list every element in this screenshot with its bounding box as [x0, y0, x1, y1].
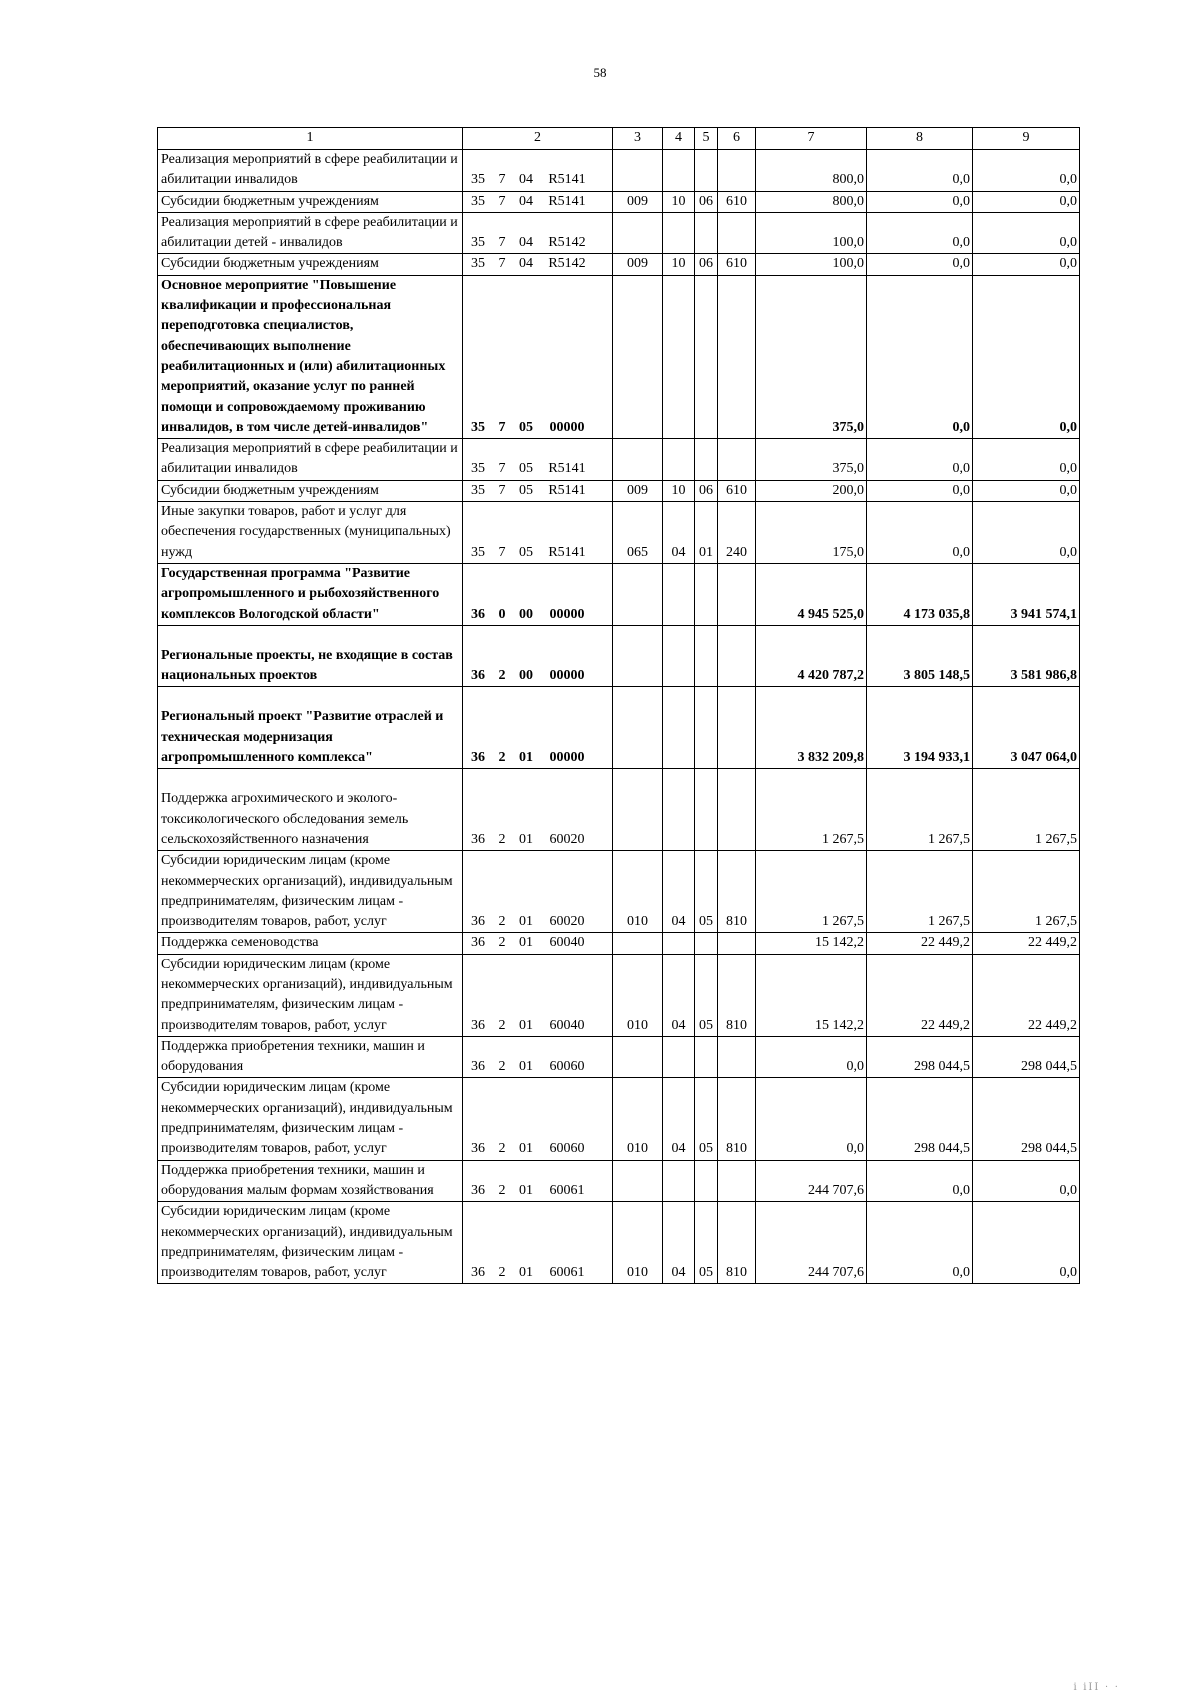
- code-part-c1: 35: [471, 419, 485, 435]
- row-col5-cell: [695, 275, 718, 438]
- code-part-c1: 35: [471, 461, 485, 477]
- row-col5-cell: 06: [695, 191, 718, 212]
- row-col4-cell: 04: [663, 851, 695, 933]
- row-col5-cell: [695, 933, 718, 954]
- header-cell-5: 5: [695, 128, 718, 150]
- code-part-c1: 36: [471, 668, 485, 684]
- row-value8-cell: 0,0: [867, 191, 973, 212]
- code-part-c2: 2: [498, 1182, 506, 1198]
- code-part-c4: 60060: [549, 1141, 585, 1157]
- row-col5-cell: 05: [695, 1202, 718, 1284]
- table-row: [158, 625, 1080, 687]
- row-value8-cell: 0,0: [867, 1202, 973, 1284]
- row-col6-cell: 810: [718, 1202, 756, 1284]
- page-number: 58: [593, 65, 607, 80]
- row-value7-cell: 800,0: [756, 150, 867, 192]
- row-name-cell: Субсидии юридическим лицам (кроме некоммерческих организаций), индивидуальным предпринимателям, физическим лицам - производителям товаров, работ, услуг: [158, 1078, 463, 1160]
- row-value7-cell: 175,0: [756, 502, 867, 564]
- row-code-cell: [463, 1160, 613, 1202]
- row-name-cell: Реализация мероприятий в сфере реабилитации и абилитации инвалидов: [158, 150, 463, 192]
- row-code-cell: [463, 212, 613, 254]
- row-name-cell: Субсидии юридическим лицам (кроме некоммерческих организаций), индивидуальным предпринимателям, физическим лицам - производителям товаров, работ, услуг: [158, 851, 463, 933]
- row-col3-cell: [613, 687, 663, 769]
- row-value7-cell: 4 420 787,2: [756, 625, 867, 687]
- row-col3-cell: [613, 1036, 663, 1078]
- table-row: [158, 563, 1080, 625]
- code-part-c3: 04: [519, 256, 533, 272]
- row-value9-cell: 0,0: [973, 150, 1080, 192]
- row-value7-cell: 15 142,2: [756, 954, 867, 1036]
- row-value9-cell: 0,0: [973, 1160, 1080, 1202]
- row-col5-cell: [695, 1036, 718, 1078]
- row-value8-cell: 0,0: [867, 254, 973, 275]
- header-cell-7: 7: [756, 128, 867, 150]
- table-row: [158, 212, 1080, 254]
- header-cell-1: 1: [158, 128, 463, 150]
- row-col5-cell: 06: [695, 480, 718, 501]
- code-part-c1: 36: [471, 606, 485, 622]
- row-col5-cell: 01: [695, 502, 718, 564]
- row-value7-cell: 3 832 209,8: [756, 687, 867, 769]
- row-name-cell: Субсидии юридическим лицам (кроме некоммерческих организаций), индивидуальным предпринимателям, физическим лицам - производителям товаров, работ, услуг: [158, 1202, 463, 1284]
- code-part-c3: 05: [519, 482, 533, 498]
- row-col3-cell: [613, 933, 663, 954]
- row-col4-cell: [663, 625, 695, 687]
- row-col5-cell: [695, 212, 718, 254]
- row-code-cell: [463, 1078, 613, 1160]
- row-col3-cell: [613, 439, 663, 481]
- code-part-c4: R5141: [548, 193, 586, 209]
- table-row: [158, 275, 1080, 438]
- row-value7-cell: 1 267,5: [756, 769, 867, 851]
- budget-table: [157, 127, 1080, 1284]
- code-part-c2: 2: [498, 1141, 506, 1157]
- row-col5-cell: 05: [695, 1078, 718, 1160]
- row-value9-cell: 298 044,5: [973, 1036, 1080, 1078]
- row-col4-cell: [663, 150, 695, 192]
- code-part-c3: 00: [519, 668, 533, 684]
- row-col6-cell: [718, 563, 756, 625]
- header-row: [158, 128, 1080, 150]
- row-col6-cell: [718, 212, 756, 254]
- table-row: [158, 687, 1080, 769]
- row-value7-cell: 100,0: [756, 254, 867, 275]
- row-name-cell: Реализация мероприятий в сфере реабилитации и абилитации инвалидов: [158, 439, 463, 481]
- code-part-c2: 7: [498, 482, 506, 498]
- row-name-cell: Поддержка приобретения техники, машин и оборудования: [158, 1036, 463, 1078]
- row-value8-cell: 1 267,5: [867, 769, 973, 851]
- code-part-c2: 7: [498, 256, 506, 272]
- code-part-c1: 36: [471, 1017, 485, 1033]
- row-col4-cell: [663, 1160, 695, 1202]
- row-col6-cell: 810: [718, 954, 756, 1036]
- row-value9-cell: 22 449,2: [973, 954, 1080, 1036]
- table-row: [158, 851, 1080, 933]
- row-value8-cell: 0,0: [867, 502, 973, 564]
- row-value7-cell: 0,0: [756, 1078, 867, 1160]
- row-col5-cell: 05: [695, 954, 718, 1036]
- code-part-c1: 36: [471, 1265, 485, 1281]
- code-part-c4: 60040: [549, 1017, 585, 1033]
- code-part-c4: R5141: [548, 482, 586, 498]
- code-part-c3: 01: [519, 831, 533, 847]
- row-col3-cell: [613, 212, 663, 254]
- header-cell-8: 8: [867, 128, 973, 150]
- code-part-c4: 60020: [549, 914, 585, 930]
- code-part-c3: 01: [519, 1059, 533, 1075]
- row-value8-cell: 0,0: [867, 212, 973, 254]
- row-col6-cell: 240: [718, 502, 756, 564]
- code-part-c2: 7: [498, 544, 506, 560]
- code-part-c3: 05: [519, 544, 533, 560]
- row-col5-cell: [695, 625, 718, 687]
- code-part-c3: 01: [519, 1017, 533, 1033]
- code-part-c3: 01: [519, 1141, 533, 1157]
- row-name-cell: Субсидии юридическим лицам (кроме некоммерческих организаций), индивидуальным предпринимателям, физическим лицам - производителям товаров, работ, услуг: [158, 954, 463, 1036]
- table-row: [158, 769, 1080, 851]
- scan-artifact: ⅰ ⅰⅠⅠ · ·: [1073, 1682, 1120, 1693]
- row-value8-cell: 0,0: [867, 1160, 973, 1202]
- row-code-cell: [463, 150, 613, 192]
- row-col5-cell: 06: [695, 254, 718, 275]
- code-part-c2: 2: [498, 935, 506, 951]
- row-value7-cell: 375,0: [756, 275, 867, 438]
- row-code-cell: [463, 625, 613, 687]
- row-code-cell: [463, 502, 613, 564]
- row-col3-cell: [613, 150, 663, 192]
- header-cell-9: 9: [973, 128, 1080, 150]
- row-value8-cell: 0,0: [867, 150, 973, 192]
- code-part-c4: 00000: [549, 750, 585, 766]
- row-value9-cell: 0,0: [973, 439, 1080, 481]
- row-value7-cell: 244 707,6: [756, 1160, 867, 1202]
- row-value8-cell: 298 044,5: [867, 1078, 973, 1160]
- row-code-cell: [463, 563, 613, 625]
- row-col6-cell: [718, 687, 756, 769]
- code-part-c3: 01: [519, 914, 533, 930]
- row-col5-cell: 05: [695, 851, 718, 933]
- table-row: [158, 439, 1080, 481]
- code-part-c3: 04: [519, 235, 533, 251]
- code-part-c1: 36: [471, 914, 485, 930]
- row-col6-cell: [718, 275, 756, 438]
- row-value7-cell: 1 267,5: [756, 851, 867, 933]
- row-value9-cell: 0,0: [973, 191, 1080, 212]
- row-name-cell: Субсидии бюджетным учреждениям: [158, 191, 463, 212]
- code-part-c4: 00000: [549, 606, 585, 622]
- header-cell-3: 3: [613, 128, 663, 150]
- row-code-cell: [463, 254, 613, 275]
- row-col4-cell: 04: [663, 954, 695, 1036]
- code-part-c2: 7: [498, 235, 506, 251]
- row-name-cell: Региональные проекты, не входящие в состав национальных проектов: [158, 625, 463, 687]
- code-part-c2: 7: [498, 193, 506, 209]
- row-value8-cell: 0,0: [867, 439, 973, 481]
- row-name-cell: Региональный проект "Развитие отраслей и техническая модернизация агропромышленного комплекса": [158, 687, 463, 769]
- row-col4-cell: 04: [663, 502, 695, 564]
- row-col4-cell: 04: [663, 1202, 695, 1284]
- row-value9-cell: 3 941 574,1: [973, 563, 1080, 625]
- code-part-c1: 35: [471, 193, 485, 209]
- row-value9-cell: 1 267,5: [973, 851, 1080, 933]
- row-col4-cell: 10: [663, 254, 695, 275]
- header-cell-4: 4: [663, 128, 695, 150]
- code-part-c2: 2: [498, 1059, 506, 1075]
- code-part-c1: 36: [471, 750, 485, 766]
- row-value9-cell: 22 449,2: [973, 933, 1080, 954]
- code-part-c1: 35: [471, 544, 485, 560]
- row-col6-cell: [718, 769, 756, 851]
- row-code-cell: [463, 1036, 613, 1078]
- row-value9-cell: 1 267,5: [973, 769, 1080, 851]
- table-row: [158, 1036, 1080, 1078]
- code-part-c2: 2: [498, 914, 506, 930]
- header-cell-2: 2: [463, 128, 613, 150]
- code-part-c1: 36: [471, 935, 485, 951]
- row-col6-cell: [718, 1160, 756, 1202]
- row-value9-cell: 0,0: [973, 502, 1080, 564]
- table-row: [158, 502, 1080, 564]
- row-value9-cell: 0,0: [973, 254, 1080, 275]
- row-value9-cell: 3 581 986,8: [973, 625, 1080, 687]
- code-part-c3: 01: [519, 1265, 533, 1281]
- row-value9-cell: 0,0: [973, 480, 1080, 501]
- row-value8-cell: 0,0: [867, 275, 973, 438]
- code-part-c4: 60061: [549, 1182, 585, 1198]
- code-part-c4: 00000: [549, 419, 585, 435]
- row-code-cell: [463, 439, 613, 481]
- code-part-c4: R5141: [548, 461, 586, 477]
- code-part-c2: 2: [498, 1017, 506, 1033]
- table-row: [158, 1202, 1080, 1284]
- row-code-cell: [463, 954, 613, 1036]
- row-name-cell: Поддержка семеноводства: [158, 933, 463, 954]
- row-code-cell: [463, 480, 613, 501]
- row-code-cell: [463, 769, 613, 851]
- code-part-c1: 35: [471, 482, 485, 498]
- row-col6-cell: [718, 933, 756, 954]
- code-part-c4: R5141: [548, 172, 586, 188]
- code-part-c1: 36: [471, 1141, 485, 1157]
- row-code-cell: [463, 933, 613, 954]
- row-col4-cell: 04: [663, 1078, 695, 1160]
- row-col6-cell: [718, 439, 756, 481]
- code-part-c4: 00000: [549, 668, 585, 684]
- row-value7-cell: 800,0: [756, 191, 867, 212]
- code-part-c1: 36: [471, 1182, 485, 1198]
- row-col3-cell: 009: [613, 480, 663, 501]
- row-value8-cell: 3 194 933,1: [867, 687, 973, 769]
- row-col3-cell: 009: [613, 191, 663, 212]
- row-col4-cell: 10: [663, 480, 695, 501]
- table-row: [158, 1160, 1080, 1202]
- row-name-cell: Реализация мероприятий в сфере реабилитации и абилитации детей - инвалидов: [158, 212, 463, 254]
- row-col4-cell: [663, 933, 695, 954]
- row-col4-cell: [663, 275, 695, 438]
- row-col3-cell: 010: [613, 851, 663, 933]
- row-value8-cell: 22 449,2: [867, 933, 973, 954]
- row-value7-cell: 375,0: [756, 439, 867, 481]
- code-part-c3: 05: [519, 419, 533, 435]
- code-part-c1: 36: [471, 831, 485, 847]
- code-part-c3: 04: [519, 193, 533, 209]
- header-cell-6: 6: [718, 128, 756, 150]
- code-part-c2: 7: [498, 172, 506, 188]
- row-col3-cell: 010: [613, 954, 663, 1036]
- code-part-c2: 2: [498, 750, 506, 766]
- code-part-c3: 01: [519, 1182, 533, 1198]
- row-value7-cell: 15 142,2: [756, 933, 867, 954]
- row-value8-cell: 1 267,5: [867, 851, 973, 933]
- code-part-c3: 05: [519, 461, 533, 477]
- code-part-c4: R5142: [548, 256, 586, 272]
- row-code-cell: [463, 191, 613, 212]
- code-part-c4: R5141: [548, 544, 586, 560]
- row-col6-cell: 610: [718, 254, 756, 275]
- row-col4-cell: [663, 687, 695, 769]
- row-value8-cell: 3 805 148,5: [867, 625, 973, 687]
- code-part-c1: 35: [471, 235, 485, 251]
- row-value9-cell: 298 044,5: [973, 1078, 1080, 1160]
- code-part-c4: 60040: [549, 935, 585, 951]
- row-col3-cell: 010: [613, 1078, 663, 1160]
- row-value8-cell: 22 449,2: [867, 954, 973, 1036]
- row-col5-cell: [695, 687, 718, 769]
- row-value7-cell: 100,0: [756, 212, 867, 254]
- row-col6-cell: 810: [718, 1078, 756, 1160]
- row-value8-cell: 4 173 035,8: [867, 563, 973, 625]
- code-part-c2: 2: [498, 1265, 506, 1281]
- table-row: [158, 150, 1080, 192]
- row-code-cell: [463, 687, 613, 769]
- table-row: [158, 480, 1080, 501]
- code-part-c2: 0: [498, 606, 506, 622]
- code-part-c1: 35: [471, 256, 485, 272]
- row-value9-cell: 0,0: [973, 212, 1080, 254]
- row-col6-cell: 610: [718, 191, 756, 212]
- table-row: [158, 254, 1080, 275]
- row-col3-cell: [613, 625, 663, 687]
- row-value9-cell: 3 047 064,0: [973, 687, 1080, 769]
- row-col5-cell: [695, 1160, 718, 1202]
- row-col3-cell: [613, 563, 663, 625]
- row-col5-cell: [695, 150, 718, 192]
- row-col4-cell: [663, 563, 695, 625]
- row-col6-cell: [718, 150, 756, 192]
- row-col3-cell: 065: [613, 502, 663, 564]
- row-value7-cell: 244 707,6: [756, 1202, 867, 1284]
- row-name-cell: Субсидии бюджетным учреждениям: [158, 480, 463, 501]
- row-col6-cell: [718, 625, 756, 687]
- row-col5-cell: [695, 769, 718, 851]
- code-part-c1: 35: [471, 172, 485, 188]
- row-col3-cell: [613, 1160, 663, 1202]
- row-col3-cell: 010: [613, 1202, 663, 1284]
- code-part-c4: 60060: [549, 1059, 585, 1075]
- code-part-c4: 60020: [549, 831, 585, 847]
- row-value8-cell: 298 044,5: [867, 1036, 973, 1078]
- row-name-cell: Государственная программа "Развитие агропромышленного и рыбохозяйственного комплексов Вологодской области": [158, 563, 463, 625]
- row-col4-cell: [663, 439, 695, 481]
- row-col6-cell: [718, 1036, 756, 1078]
- row-value7-cell: 200,0: [756, 480, 867, 501]
- row-name-cell: Иные закупки товаров, работ и услуг для обеспечения государственных (муниципальных) нужд: [158, 502, 463, 564]
- row-col5-cell: [695, 439, 718, 481]
- row-value7-cell: 4 945 525,0: [756, 563, 867, 625]
- table-row: [158, 191, 1080, 212]
- row-col3-cell: [613, 769, 663, 851]
- row-col4-cell: 10: [663, 191, 695, 212]
- row-col4-cell: [663, 769, 695, 851]
- row-value9-cell: 0,0: [973, 275, 1080, 438]
- row-value9-cell: 0,0: [973, 1202, 1080, 1284]
- row-col4-cell: [663, 1036, 695, 1078]
- row-code-cell: [463, 1202, 613, 1284]
- table-row: [158, 933, 1080, 954]
- row-code-cell: [463, 275, 613, 438]
- code-part-c2: 2: [498, 668, 506, 684]
- table-row: [158, 954, 1080, 1036]
- code-part-c4: R5142: [548, 235, 586, 251]
- row-col3-cell: 009: [613, 254, 663, 275]
- code-part-c4: 60061: [549, 1265, 585, 1281]
- code-part-c2: 7: [498, 461, 506, 477]
- row-col6-cell: 610: [718, 480, 756, 501]
- row-col6-cell: 810: [718, 851, 756, 933]
- row-col4-cell: [663, 212, 695, 254]
- row-value7-cell: 0,0: [756, 1036, 867, 1078]
- code-part-c1: 36: [471, 1059, 485, 1075]
- row-value8-cell: 0,0: [867, 480, 973, 501]
- row-name-cell: Поддержка приобретения техники, машин и оборудования малым формам хозяйствования: [158, 1160, 463, 1202]
- row-col5-cell: [695, 563, 718, 625]
- code-part-c3: 04: [519, 172, 533, 188]
- code-part-c3: 01: [519, 935, 533, 951]
- row-name-cell: Основное мероприятие "Повышение квалификации и профессиональная переподготовка специалистов, обеспечивающих выполнение реабилитационных и (или) абилитационных мероприятий, оказание услуг по ранней помощи и сопровождаемому проживанию инвалидов, в том числе детей-инвалидов": [158, 275, 463, 438]
- code-part-c3: 00: [519, 606, 533, 622]
- row-col3-cell: [613, 275, 663, 438]
- row-name-cell: Субсидии бюджетным учреждениям: [158, 254, 463, 275]
- row-name-cell: Поддержка агрохимического и эколого-токсикологического обследования земель сельскохозяйственного назначения: [158, 769, 463, 851]
- row-code-cell: [463, 851, 613, 933]
- code-part-c2: 2: [498, 831, 506, 847]
- table-row: [158, 1078, 1080, 1160]
- code-part-c3: 01: [519, 750, 533, 766]
- code-part-c2: 7: [498, 419, 506, 435]
